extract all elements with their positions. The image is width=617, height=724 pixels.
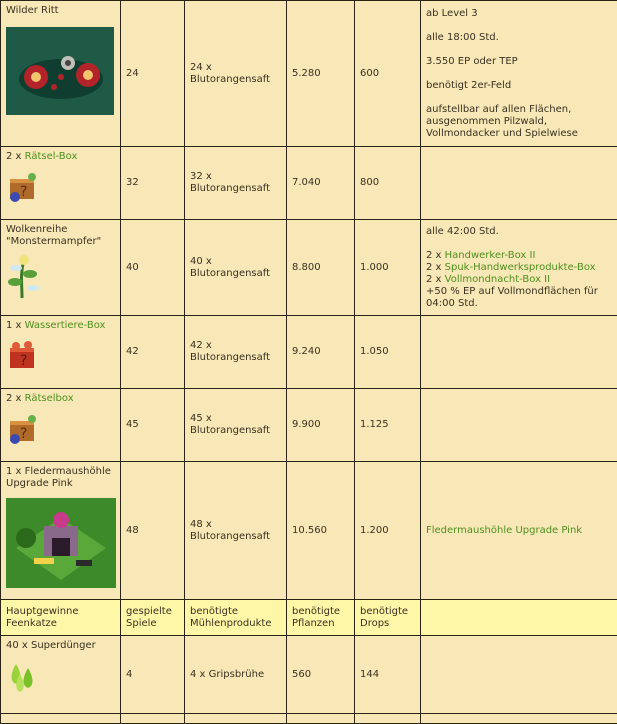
drops-count: 1.125 [355, 389, 421, 462]
games-count: 4 [121, 636, 185, 714]
header-plants: benötigte Pflanzen [287, 600, 355, 636]
mill-products: 40 x Blutorangensaft [185, 220, 287, 316]
note-line: alle 42:00 Std. [426, 226, 612, 238]
prize-quantity: 1 x [6, 320, 25, 331]
table-row [1, 316, 617, 389]
notes-cell [421, 316, 617, 389]
table-row [1, 389, 617, 462]
drops-count: 144 [355, 636, 421, 714]
mill-products: 32 x Blutorangensaft [185, 147, 287, 220]
mill-products: 4 x Gripsbrühe [185, 636, 287, 714]
table-row [1, 636, 617, 714]
prize-cell [1, 462, 121, 600]
mystery-box-icon [6, 411, 115, 445]
header-mill: benötigte Mühlenprodukte [185, 600, 287, 636]
prize-cell [1, 147, 121, 220]
red-mystery-box-icon [6, 338, 115, 372]
plants-count: 10.560 [287, 462, 355, 600]
notes-cell [421, 636, 617, 714]
header-notes [421, 600, 617, 636]
note-line: alle 18:00 Std. [426, 32, 612, 44]
mill-products: 42 x Blutorangensaft [185, 316, 287, 389]
note-link[interactable]: Fledermaushöhle Upgrade Pink [426, 525, 582, 536]
prize-cell [1, 220, 121, 316]
svg-text:?: ? [20, 184, 27, 200]
table-row [1, 1, 617, 147]
note-link[interactable]: Vollmondnacht-Box II [445, 274, 550, 285]
table-row [1, 220, 617, 316]
prize-name: Wolkenreihe "Monstermampfer" [6, 224, 101, 247]
note-link[interactable]: Spuk-Handwerksprodukte-Box [445, 262, 596, 273]
drops-count: 1.050 [355, 316, 421, 389]
games-count: 40 [121, 220, 185, 316]
note-quantity: 2 x [426, 274, 445, 285]
monster-plant-icon [6, 254, 115, 298]
prize-link[interactable]: Rätsel-Box [25, 151, 78, 162]
note-line: benötigt 2er-Feld [426, 80, 612, 92]
note-line: +50 % EP auf Vollmondflächen für 04:00 Std. [426, 286, 612, 310]
prize-cell [1, 389, 121, 462]
games-count: 32 [121, 147, 185, 220]
plants-count: 9.900 [287, 389, 355, 462]
drops-count: 1.200 [355, 462, 421, 600]
header-prize: Hauptgewinne Feenkatze [1, 600, 121, 636]
notes-cell [421, 1, 617, 147]
bat-cave-icon [6, 498, 115, 588]
games-count: 24 [121, 1, 185, 147]
svg-text:?: ? [20, 353, 27, 369]
table-row [1, 462, 617, 600]
plants-count: 9.240 [287, 316, 355, 389]
plants-count: 7.040 [287, 147, 355, 220]
prize-link[interactable]: Wassertiere-Box [25, 320, 106, 331]
plants-count: 560 [287, 636, 355, 714]
header-drops: benötigte Drops [355, 600, 421, 636]
plants-count: 5.280 [287, 1, 355, 147]
prize-name: 1 x Fledermaushöhle Upgrade Pink [6, 466, 111, 489]
games-count: 45 [121, 389, 185, 462]
mill-products: 48 x Blutorangensaft [185, 462, 287, 600]
note-line [426, 250, 612, 262]
note-line [426, 274, 612, 286]
prize-quantity: 2 x [6, 393, 25, 404]
games-count: 42 [121, 316, 185, 389]
notes-cell [421, 389, 617, 462]
note-quantity: 2 x [426, 262, 445, 273]
note-line [426, 262, 612, 274]
games-count: 48 [121, 462, 185, 600]
drops-count: 600 [355, 1, 421, 147]
note-line: aufstellbar auf allen Flächen, ausgenommen Pilzwald, Vollmondacker und Spielwiese [426, 104, 612, 140]
drops-count: 1.000 [355, 220, 421, 316]
mill-products: 45 x Blutorangensaft [185, 389, 287, 462]
notes-cell [421, 147, 617, 220]
notes-cell [421, 462, 617, 600]
mystery-box-icon [6, 169, 115, 203]
note-line: ab Level 3 [426, 8, 612, 20]
note-link[interactable]: Handwerker-Box II [445, 250, 536, 261]
plants-count: 8.800 [287, 220, 355, 316]
flower-ride-icon [6, 27, 115, 115]
table-header-row [1, 600, 617, 636]
prize-cell [1, 1, 121, 147]
note-line: 3.550 EP oder TEP [426, 56, 612, 68]
fertilizer-drops-icon [6, 660, 115, 694]
svg-text:?: ? [20, 426, 27, 442]
notes-cell [421, 220, 617, 316]
prize-name: 40 x Superdünger [6, 640, 96, 651]
note-quantity: 2 x [426, 250, 445, 261]
mill-products: 24 x Blutorangensaft [185, 1, 287, 147]
prize-name: Wilder Ritt [6, 5, 59, 16]
prize-cell [1, 636, 121, 714]
prize-quantity: 2 x [6, 151, 25, 162]
prize-cell [1, 316, 121, 389]
table-row [1, 714, 617, 724]
header-games: gespielte Spiele [121, 600, 185, 636]
drops-count: 800 [355, 147, 421, 220]
table-row [1, 147, 617, 220]
prize-link[interactable]: Rätselbox [25, 393, 74, 404]
